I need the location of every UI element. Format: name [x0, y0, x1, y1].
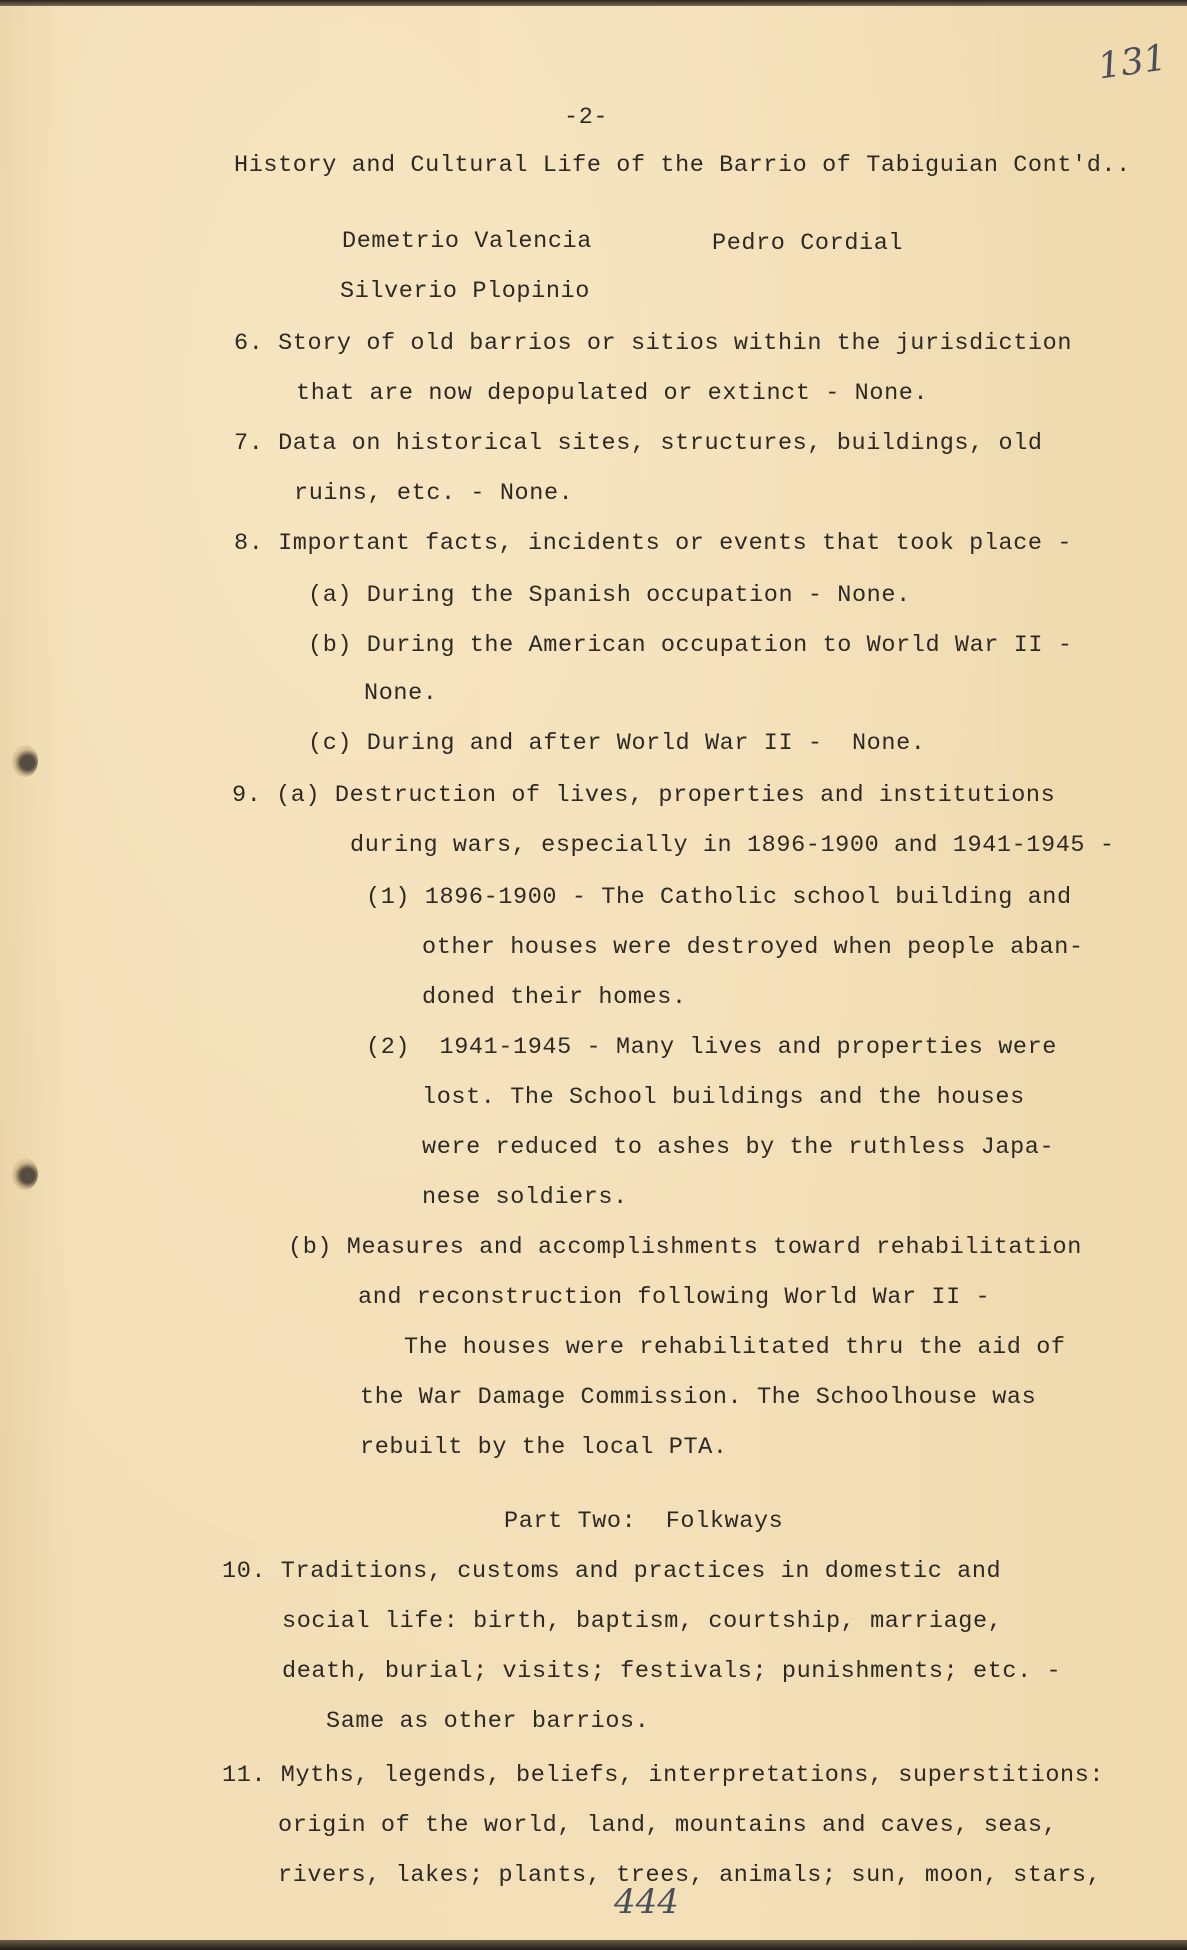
- item-7-line-2: ruins, etc. - None.: [294, 480, 574, 507]
- item-9a2-line-2: lost. The School buildings and the houses: [422, 1084, 1025, 1111]
- item-9a2-line-1: (2) 1941-1945 - Many lives and properties were: [366, 1034, 1058, 1061]
- item-8b-line-2: None.: [364, 680, 438, 707]
- document-header: History and Cultural Life of the Barrio of Tabiguian Cont'd..: [234, 152, 1131, 179]
- item-10-line-2: social life: birth, baptism, courtship, marriage,: [282, 1608, 1003, 1635]
- item-9a1-line-2: other houses were destroyed when people aban-: [422, 934, 1084, 961]
- item-8-heading: 8. Important facts, incidents or events that took place -: [234, 530, 1073, 557]
- item-9a-line-2: during wars, especially in 1896-1900 and 1941-1945 -: [350, 832, 1115, 859]
- item-9a1-line-1: (1) 1896-1900 - The Catholic school building and: [366, 884, 1072, 911]
- item-6-line-2: that are now depopulated or extinct - None.: [296, 380, 929, 407]
- punch-hole-lower: [12, 1158, 38, 1190]
- item-9a1-line-3: doned their homes.: [422, 984, 687, 1011]
- informant-name-3: Silverio Plopinio: [340, 278, 590, 305]
- punch-hole-upper: [12, 745, 38, 777]
- handwritten-page-number: 131: [1095, 37, 1170, 88]
- item-9a2-line-3: were reduced to ashes by the ruthless Japa-: [422, 1134, 1055, 1161]
- item-8b-line-1: (b) During the American occupation to World War II -: [308, 632, 1073, 659]
- item-9a2-line-4: nese soldiers.: [422, 1184, 628, 1211]
- item-10-line-4: Same as other barrios.: [326, 1708, 650, 1735]
- item-9b-line-3: The houses were rehabilitated thru the aid of: [404, 1334, 1066, 1361]
- item-9b-line-2: and reconstruction following World War II -: [358, 1284, 991, 1311]
- informant-name-1: Demetrio Valencia: [342, 228, 592, 255]
- page-top-edge: [0, 0, 1187, 6]
- page-marker: -2-: [564, 104, 609, 131]
- item-9b-line-5: rebuilt by the local PTA.: [360, 1434, 728, 1461]
- part-two-heading: Part Two: Folkways: [504, 1508, 784, 1535]
- item-10-line-1: 10. Traditions, customs and practices in domestic and: [222, 1558, 1002, 1585]
- informant-name-2: Pedro Cordial: [712, 230, 904, 257]
- item-8a: (a) During the Spanish occupation - None.: [308, 582, 911, 609]
- item-11-line-1: 11. Myths, legends, beliefs, interpretations, superstitions:: [222, 1762, 1105, 1789]
- page-bottom-edge: [0, 1940, 1187, 1950]
- item-6-line-1: 6. Story of old barrios or sitios within the jurisdiction: [234, 330, 1073, 357]
- item-8c: (c) During and after World War II - None.: [308, 730, 926, 757]
- item-9b-line-1: (b) Measures and accomplishments toward rehabilitation: [288, 1234, 1082, 1261]
- item-7-line-1: 7. Data on historical sites, structures, buildings, old: [234, 430, 1043, 457]
- handwritten-footer-number: 444: [614, 1882, 679, 1922]
- item-10-line-3: death, burial; visits; festivals; punishments; etc. -: [282, 1658, 1062, 1685]
- item-9a-line-1: 9. (a) Destruction of lives, properties and institutions: [232, 782, 1056, 809]
- item-11-line-2: origin of the world, land, mountains and caves, seas,: [278, 1812, 1058, 1839]
- item-9b-line-4: the War Damage Commission. The Schoolhouse was: [360, 1384, 1037, 1411]
- item-11-line-3: rivers, lakes; plants, trees, animals; sun, moon, stars,: [278, 1862, 1102, 1889]
